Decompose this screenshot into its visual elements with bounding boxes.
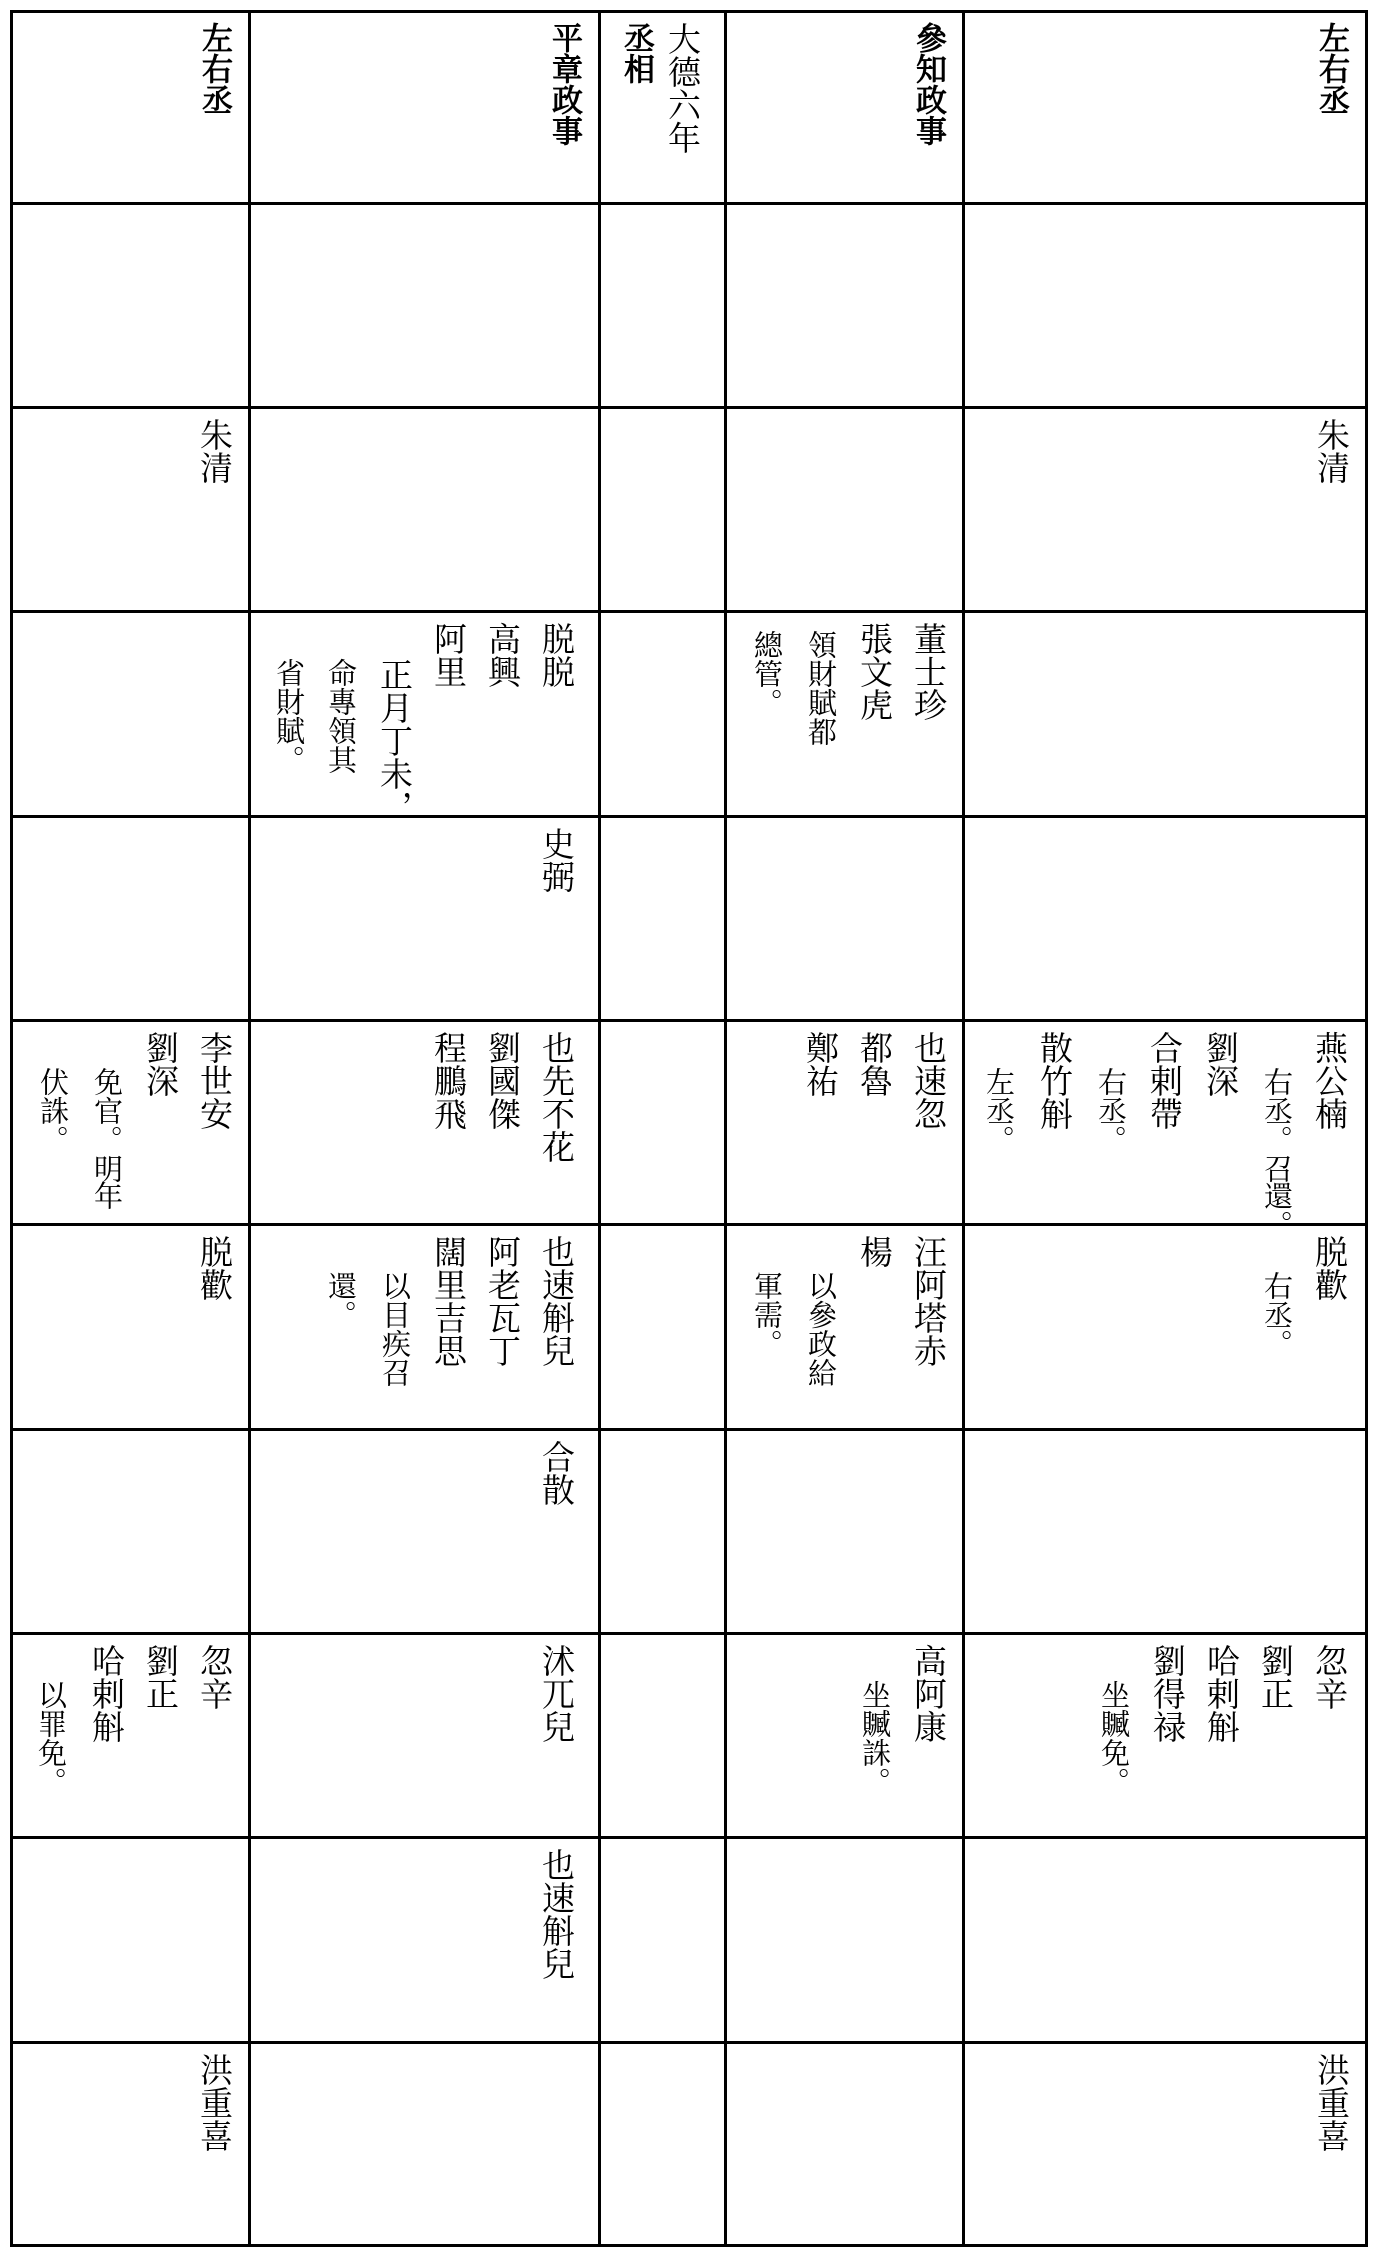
r3-c4-line-4: 命專領其 — [324, 658, 358, 774]
r8-c2-line-0: 高阿康 — [909, 1644, 948, 1743]
r5-c4-line-1: 劉國傑 — [483, 1031, 522, 1130]
rule-bottom — [10, 2244, 1368, 2247]
r3-c2-line-3: 總管。 — [750, 630, 784, 717]
r3-c4-cell — [250, 612, 598, 823]
r2-c1-cell — [964, 408, 1365, 610]
r7-c4-line-0: 合散 — [537, 1440, 576, 1506]
r6-c2-line-1: 楊 — [855, 1235, 894, 1268]
r6-c4-cell — [250, 1225, 598, 1428]
r8-c1-line-3: 劉得禄 — [1148, 1644, 1187, 1743]
r5-c1-line-7: 左丞。 — [982, 1067, 1016, 1154]
r8-c1-line-1: 劉正 — [1256, 1644, 1295, 1710]
r2-c1-line-0: 朱清 — [1312, 418, 1351, 484]
r4-c4-line-0: 史弼 — [537, 827, 576, 893]
r5-c1-line-3: 劉深 — [1201, 1031, 1240, 1097]
r8-c1-line-4: 坐贓免。 — [1097, 1680, 1131, 1796]
r5-c2-line-0: 也速忽 — [909, 1031, 948, 1130]
r3-c2-line-2: 領財賦都 — [804, 630, 838, 746]
r3-c4-line-1: 高興 — [483, 622, 522, 688]
r5-c4-line-2: 程鵬飛 — [429, 1031, 468, 1130]
r6-c2-line-3: 軍需。 — [750, 1271, 784, 1358]
r3-c4-line-3: 正月丁未， — [375, 658, 414, 823]
rule-right — [1365, 10, 1368, 2247]
rule-col-2 — [598, 10, 601, 2247]
r9-c4-line-0: 也速斛兒 — [537, 1848, 576, 1980]
r8-c1-line-0: 忽辛 — [1310, 1644, 1349, 1710]
r6-c4-line-1: 阿老瓦丁 — [483, 1235, 522, 1367]
r5-c1-line-5: 右丞。 — [1094, 1067, 1128, 1154]
r3-c2-line-0: 董士珍 — [909, 622, 948, 721]
r5-c2-cell — [726, 1021, 962, 1223]
header-c3-year: 大德六年 — [663, 22, 702, 154]
r10-c5-cell — [12, 2043, 248, 2244]
r8-c5-cell — [12, 1634, 248, 1836]
rule-row-2 — [10, 610, 1368, 613]
r6-c4-line-3: 以目疾召 — [378, 1271, 412, 1387]
rule-row-6 — [10, 1428, 1368, 1431]
r5-c1-line-4: 合剌帶 — [1145, 1031, 1184, 1130]
rule-row-3 — [10, 815, 1368, 818]
r5-c5-cell — [12, 1021, 248, 1223]
r5-c2-line-2: 鄭祐 — [801, 1031, 840, 1097]
r10-c1-line-0: 洪重喜 — [1312, 2053, 1351, 2152]
r5-c5-line-1: 劉深 — [141, 1031, 180, 1097]
r8-c4-cell — [250, 1634, 598, 1836]
header-c2-cell — [726, 12, 962, 202]
r5-c1-line-6: 散竹斛 — [1035, 1031, 1074, 1130]
r9-c4-cell — [250, 1838, 598, 2041]
r3-c2-cell — [726, 612, 962, 815]
r6-c1-line-0: 脱歡 — [1310, 1235, 1349, 1301]
header-c3-title: 丞相 — [618, 22, 654, 84]
r5-c4-cell — [250, 1021, 598, 1223]
header-c5-cell — [12, 12, 248, 202]
r8-c5-line-0: 忽辛 — [195, 1644, 234, 1710]
r8-c1-line-2: 哈剌斛 — [1202, 1644, 1241, 1743]
header-c1: 左右丞 — [1313, 22, 1349, 115]
r2-c5-line-0: 朱清 — [195, 418, 234, 484]
r3-c2-line-1: 張文虎 — [855, 622, 894, 721]
header-c3-cell — [600, 12, 724, 202]
r5-c2-line-1: 都魯 — [855, 1031, 894, 1097]
rule-row-8 — [10, 1836, 1368, 1839]
r2-c5-cell — [12, 408, 248, 610]
r10-c1-cell — [964, 2043, 1365, 2244]
r5-c5-line-4: 伏誅。 — [36, 1067, 70, 1154]
header-c4-cell — [250, 12, 598, 202]
r8-c1-cell — [964, 1634, 1365, 1836]
r5-c1-line-0: 燕公楠 — [1310, 1031, 1349, 1130]
r7-c4-cell — [250, 1430, 598, 1632]
r6-c2-line-2: 以參政給 — [804, 1271, 838, 1387]
r10-c5-line-0: 洪重喜 — [195, 2053, 234, 2152]
r5-c5-line-2: 免官。明 — [90, 1067, 124, 1183]
r8-c5-line-2: 哈剌斛 — [87, 1644, 126, 1743]
r6-c5-line-0: 脱歡 — [195, 1235, 234, 1301]
r8-c4-line-0: 沭兀兒 — [537, 1644, 576, 1743]
header-c5: 左右丞 — [196, 22, 232, 115]
r4-c4-cell — [250, 817, 598, 1019]
rule-header — [10, 202, 1368, 205]
r5-c1-line-1: 右丞。召 — [1260, 1067, 1294, 1183]
r5-c1-line-2: 還。 — [1260, 1181, 1294, 1239]
r8-c2-cell — [726, 1634, 962, 1836]
r5-c5-line-3: 年 — [90, 1181, 124, 1210]
r6-c4-line-2: 闊里吉思 — [429, 1235, 468, 1367]
r6-c4-line-0: 也速斛兒 — [537, 1235, 576, 1367]
r8-c2-line-1: 坐贓誅。 — [858, 1680, 892, 1796]
r5-c4-line-0: 也先不花 — [537, 1031, 576, 1163]
header-c4: 平章政事 — [546, 22, 582, 146]
r6-c5-cell — [12, 1225, 248, 1428]
r3-c4-line-0: 脱脱 — [537, 622, 576, 688]
r6-c1-line-1: 右丞。 — [1260, 1271, 1294, 1358]
r6-c1-cell — [964, 1225, 1365, 1428]
r6-c4-line-4: 還。 — [324, 1271, 358, 1329]
r3-c4-line-2: 阿里 — [429, 622, 468, 688]
r5-c5-line-0: 李世安 — [195, 1031, 234, 1130]
r8-c5-line-3: 以罪免。 — [34, 1680, 68, 1796]
r6-c2-cell — [726, 1225, 962, 1428]
r5-c1-cell — [964, 1021, 1365, 1239]
r6-c2-line-0: 汪阿塔赤 — [909, 1235, 948, 1367]
r3-c4-line-5: 省財賦。 — [272, 658, 306, 774]
header-c2: 參知政事 — [910, 22, 946, 146]
r8-c5-line-1: 劉正 — [141, 1644, 180, 1710]
header-c1-cell — [964, 12, 1365, 202]
